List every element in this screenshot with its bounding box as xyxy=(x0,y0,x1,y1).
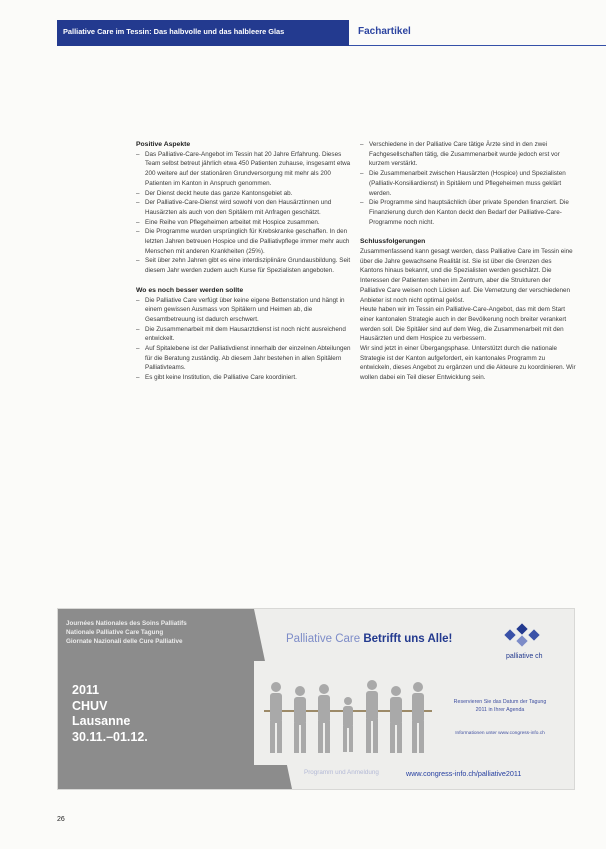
ad-note-small: Informationen unter www.congress-info.ch xyxy=(455,731,545,736)
ad-logo-text: palliative ch xyxy=(506,653,543,660)
ad-dates: 30.11.–01.12. xyxy=(72,729,148,744)
list-item: – Auf Spitalebene ist der Palliativdienst innerhalb der einzelnen Abteilungen für die Beratung zuständig. Ab diesem Jahr bestehen in allen Spitälern Palliativteams. xyxy=(136,344,352,373)
ad-line: Journées Nationales des Soins Palliatifs xyxy=(66,620,187,627)
ad-event-names xyxy=(66,619,252,646)
ad-venue: CHUV xyxy=(72,698,108,713)
palliative-ch-logo-icon xyxy=(500,623,550,649)
ad-event-panel xyxy=(58,609,254,789)
ad-slogan-light: Palliative Care xyxy=(286,633,361,645)
ad-slogan-bold: Betrifft uns Alle! xyxy=(363,633,453,645)
list-item: – Das Palliative-Care-Angebot im Tessin hat 20 Jahre Erfahrung. Dieses Team selbst betreut jährlich etwa 450 Patienten zuhause, insgesamt etwa 200 weitere auf der stationären Grundversorgung mit mehr als 200 Patienten im Kanton in Anspruch genommen. xyxy=(136,150,352,189)
continued-list xyxy=(360,140,576,227)
ad-event-date xyxy=(72,683,148,745)
header-bar xyxy=(57,20,349,46)
ad-line: Nationale Palliative Care Tagung xyxy=(66,629,164,636)
section-heading: Positive Aspekte xyxy=(136,141,191,148)
header-rule xyxy=(349,45,606,46)
ad-year: 2011 xyxy=(72,683,100,697)
list-item: – Die Palliative Care verfügt über keine eigene Bettenstation und hängt in einem gewissen Ausmass von Spitälern und Heimen ab, die Gesamtbetreuung ist dadurch erschwert. xyxy=(136,296,352,325)
section-heading: Schlussfolgerungen xyxy=(360,238,426,246)
list-item: – Der Palliative-Care-Dienst wird sowohl von den Hausärztinnen und Hausärzten als auch von den Spitälern mit Anfragen geschätzt. xyxy=(136,198,352,217)
ad-line: Giornate Nazionali delle Cure Palliative xyxy=(66,638,183,645)
list-item: – Eine Reihe von Pflegeheimen arbeitet mit Hospice zusammen. xyxy=(136,218,352,228)
list-item: – Die Programme wurden ursprünglich für Krebskranke geschaffen. In den letzten Jahren betreuen Hospice und die Palliativpflege immer mehr auch Menschen mit anderen Krankheiten (25%). xyxy=(136,227,352,256)
list-item: – Seit über zehn Jahren gibt es eine interdisziplinäre Grundausbildung. Seit diesem Jahr werden zudem auch Kurse für Spezialisten angeboten. xyxy=(136,256,352,275)
ad-city: Lausanne xyxy=(72,714,131,728)
left-column xyxy=(136,140,352,393)
advertisement xyxy=(57,608,575,790)
list-item: – Verschiedene in der Palliative Care tätige Ärzte sind in den zwei Fachgesellschaften tätig, die Zusammenarbeit wurde jedoch erst vor kurzem verstärkt. xyxy=(360,140,576,169)
list-item: – Die Zusammenarbeit zwischen Hausärzten (Hospice) und Spezialisten (Palliativ-Konsiliardienst) in Spitälern und Pflegeheimen muss geklärt werden. xyxy=(360,169,576,198)
list-item: – Die Zusammenarbeit mit dem Hausarztdienst ist noch nicht ausreichend entwickelt. xyxy=(136,325,352,344)
paragraph: Zusammenfassend kann gesagt werden, dass Palliative Care im Tessin eine über die Jahre gewachsene Realität ist. Sie ist über die Grenzen des Kantons hinaus bekannt, und die Spezialisten werden geschätzt. Die Interessen der Patienten stehen im Zentrum, aber die Strukturen der Palliative Care weisen noch Lücken auf. Die Vernetzung der verschiedenen Anbieter ist noch nicht optimal gelöst. xyxy=(360,248,573,304)
ad-slogan xyxy=(286,633,452,645)
ad-url-label: Programm und Anmeldung xyxy=(304,769,379,776)
paragraph: Heute haben wir im Tessin ein Palliative-Care-Angebot, das mit dem Start einer kantonalen Strategie auch in der Bevölkerung noch breiter verankert werden soll. Die Spitäler sind auf dem Weg, die Zusammenarbeit mit den Hausärzten und dem Hospice zu verbessern. xyxy=(360,306,567,343)
paragraph: Wir sind jetzt in einer Übergangsphase. Unterstützt durch die nationale Strategie ist der Kanton aufgefordert, ein kantonales Programm zu entwickeln, dieses Angebot zu ergänzen und die Akteure zu koordinieren. Wir wollen dabei ein Teil dieser Entwicklung sein. xyxy=(360,345,576,382)
list-item: – Der Dienst deckt heute das ganze Kantonsgebiet ab. xyxy=(136,189,352,199)
ad-note: Reservieren Sie das Datum der Tagung 2011 in Ihrer Agenda xyxy=(453,699,547,713)
positive-list xyxy=(136,150,352,276)
list-item: – Die Programme sind hauptsächlich über private Spenden finanziert. Die Finanzierung durch den Kanton deckt den Bedarf der Palliative-Care-Programme noch nicht. xyxy=(360,198,576,227)
ad-url[interactable]: www.congress-info.ch/palliative2011 xyxy=(406,769,522,778)
category-label: Fachartikel xyxy=(358,26,411,37)
tug-of-war-photo xyxy=(254,661,440,765)
article-title: Palliative Care im Tessin: Das halbvolle und das halbleere Glas xyxy=(63,27,285,36)
conclusion-section xyxy=(360,237,576,383)
positive-section xyxy=(136,140,352,276)
list-item: – Es gibt keine Institution, die Palliative Care koordiniert. xyxy=(136,373,352,383)
page-number: 26 xyxy=(57,816,65,823)
improve-list xyxy=(136,296,352,383)
improve-section xyxy=(136,286,352,383)
continued-section xyxy=(360,140,576,227)
section-heading: Wo es noch besser werden sollte xyxy=(136,286,244,294)
right-column xyxy=(360,140,576,393)
